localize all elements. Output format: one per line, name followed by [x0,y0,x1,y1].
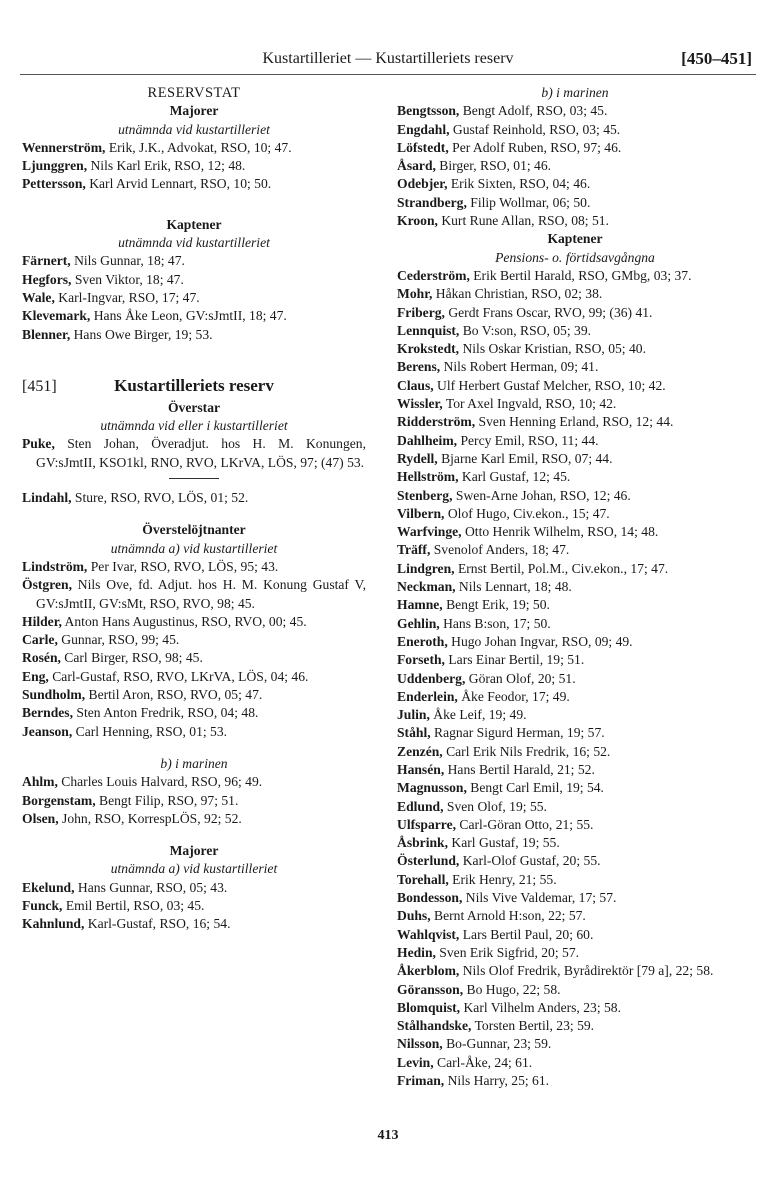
list-item [397,139,753,157]
list-item [397,175,753,193]
entry-text: Anton Hans Augustinus, RSO, RVO, 00; 45. [61,613,307,629]
entry-name: Wennerström, [22,139,106,155]
header-page-range: [450–451] [681,49,752,68]
kaptener-pension-list [397,267,753,1090]
majorer2-heading: Majorer [169,843,219,859]
entry-name: Ståhl, [397,725,431,741]
list-item [397,651,753,669]
list-item [397,743,753,761]
reservstat-heading: RESERVSTAT [147,85,241,101]
overstelojtnanter-heading: Överstelöjtnanter [142,522,246,538]
kaptener-list [22,252,366,343]
entry-name: Olsen, [22,810,59,826]
entry-text: Erik Sixten, RSO, 04; 46. [447,176,591,192]
entry-text: Carl Birger, RSO, 98; 45. [60,650,203,666]
entry-text: Karl Vilhelm Anders, 23; 58. [460,999,621,1015]
list-item [397,706,753,724]
entry-text: Carl Erik Nils Fredrik, 16; 52. [442,743,611,759]
entry-text: Ernst Bertil, Pol.M., Civ.ekon., 17; 47. [454,560,669,576]
marinen-subheading: b) i marinen [541,85,609,100]
entry-name: Nilsson, [397,1036,443,1052]
entry-name: Duhs, [397,908,431,924]
list-item [397,944,753,962]
list-item [22,897,366,915]
list-item [22,631,366,649]
entry-text: Percy Emil, RSO, 11; 44. [457,432,599,448]
entry-name: Lindahl, [22,490,72,506]
entry-text: Sture, RSO, RVO, LÖS, 01; 52. [71,490,249,506]
list-item [22,252,366,270]
list-item [397,212,753,230]
overstar-subheading: utnämnda vid eller i kustartilleriet [100,418,288,434]
entry-text: Bo-Gunnar, 23; 59. [442,1036,552,1052]
list-item [397,633,753,651]
entry-name: Levin, [397,1054,434,1070]
entry-name: Österlund, [397,853,460,869]
entry-text: Olof Hugo, Civ.ekon., 15; 47. [444,505,610,521]
overstar-heading: Överstar [167,399,221,415]
entry-name: Carle, [22,632,58,648]
entry-name: Puke, [22,436,55,452]
entry-name: Sundholm, [22,687,86,703]
list-item [397,358,753,376]
majorer2-list [22,879,366,934]
list-item [397,340,753,358]
list-item [397,596,753,614]
entry-name: Gehlin, [397,615,440,631]
entry-name: Zenzén, [397,743,443,759]
entry-text: Bjarne Karl Emil, RSO, 07; 44. [437,450,613,466]
entry-name: Dahlheim, [397,432,458,448]
entry-text: Gunnar, RSO, 99; 45. [57,632,180,648]
entry-name: Borgenstam, [22,792,96,808]
entry-name: Ulfsparre, [397,816,457,832]
entry-text: Erik, J.K., Advokat, RSO, 10; 47. [105,139,292,155]
entry-text: Erik Henry, 21; 55. [448,871,557,887]
entry-text: Erik Bertil Harald, RSO, GMbg, 03; 37. [469,267,692,283]
header-title: Kustartilleriet — Kustartilleriets reserv [262,50,514,67]
kaptener-subheading: utnämnda vid kustartilleriet [118,235,270,251]
overstelojtnanter-subheading-b: b) i marinen [160,755,228,771]
entry-text: Sven Viktor, 18; 47. [71,271,184,287]
list-item [397,670,753,688]
overstelojtnanter-list-b [22,773,366,828]
entry-text: Lars Einar Bertil, 19; 51. [444,652,585,668]
kaptener-heading: Kaptener [166,216,222,232]
entry-text: Nils Ove, fd. Adjut. hos H. M. Konung Gustaf V, GV:sJmtII, GV:sMt, RSO, RVO, 98; 45. [36,577,366,611]
list-item [397,157,753,175]
entry-name: Edlund, [397,798,444,814]
entry-name: Enderlein, [397,688,458,704]
entry-text: Gustaf Reinhold, RSO, 03; 45. [449,121,621,137]
list-item [397,487,753,505]
entry-text: Carl-Åke, 24; 61. [433,1054,533,1070]
list-item [397,468,753,486]
list-item [22,139,366,157]
list-item [397,761,753,779]
entry-name: Julin, [397,707,430,723]
entry-name: Odebjer, [397,176,448,192]
list-item [397,395,753,413]
entry-name: Ekelund, [22,879,75,895]
entry-name: Pettersson, [22,176,86,192]
entry-name: Cederström, [397,267,470,283]
entry-name: Wale, [22,289,55,305]
entry-text: Sven Henning Erland, RSO, 12; 44. [475,414,674,430]
entry-name: Neckman, [397,579,456,595]
entry-text: Bengt Erik, 19; 50. [442,597,550,613]
entry-text: Svenolof Anders, 18; 47. [430,542,570,558]
entry-name: Eng, [22,668,49,684]
list-item [397,926,753,944]
entry-name: Vilbern, [397,505,445,521]
entry-name: Kroon, [397,213,438,229]
list-item [22,307,366,325]
entry-text: Hans Owe Birger, 19; 53. [70,326,213,342]
entry-name: Åkerblom, [397,963,460,979]
list-item [397,999,753,1017]
entry-name: Stenberg, [397,487,453,503]
list-item [397,688,753,706]
list-item [397,523,753,541]
entry-name: Kahnlund, [22,916,85,932]
list-item [22,915,366,933]
page-number: 413 [377,1128,399,1143]
entry-text: Otto Henrik Wilhelm, RSO, 14; 48. [461,524,659,540]
entry-text: Sten Anton Fredrik, RSO, 04; 48. [72,705,259,721]
entry-name: Engdahl, [397,121,450,137]
separator-rule [169,478,219,479]
entry-text: Swen-Arne Johan, RSO, 12; 46. [452,487,631,503]
entry-text: Per Adolf Ruben, RSO, 97; 46. [448,139,622,155]
entry-name: Åsard, [397,158,436,174]
list-item [397,450,753,468]
list-item [397,322,753,340]
entry-text: Per Ivar, RSO, RVO, LÖS, 95; 43. [87,558,279,574]
entry-text: Bo V:son, RSO, 05; 39. [459,322,592,338]
right-column [397,84,753,1090]
entry-name: Färnert, [22,253,71,269]
list-item [22,792,366,810]
list-item [22,704,366,722]
list-item [22,613,366,631]
entry-name: Claus, [397,377,434,393]
list-item [397,1017,753,1035]
entry-text: Göran Olof, 20; 51. [465,670,576,686]
entry-name: Hellström, [397,469,459,485]
list-item [22,879,366,897]
list-item [22,773,366,791]
entry-name: Hilder, [22,613,62,629]
entry-name: Magnusson, [397,780,467,796]
entry-text: Karl Gustaf, 12; 45. [458,469,571,485]
entry-name: Blomquist, [397,999,461,1015]
list-item [22,271,366,289]
entry-text: Karl-Olof Gustaf, 20; 55. [459,853,601,869]
kaptener-pension-subheading: Pensions- o. förtidsavgångna [495,249,655,265]
entry-name: Lindström, [22,558,88,574]
entry-name: Hamne, [397,597,443,613]
list-item [22,157,366,175]
entry-name: Åsbrink, [397,835,448,851]
entry-text: Nils Lennart, 18; 48. [455,579,572,595]
entry-name: Eneroth, [397,633,448,649]
overstelojtnanter-list-a [22,558,366,741]
entry-text: Nils Robert Herman, 09; 41. [440,359,599,375]
list-item [397,1054,753,1072]
entry-text: Sven Olof, 19; 55. [443,798,547,814]
section-title: Kustartilleriets reserv [114,375,274,395]
overstelojtnanter-subheading: utnämnda a) vid kustartilleriet [110,540,278,556]
entry-name: Uddenberg, [397,670,466,686]
entry-name: Bondesson, [397,890,463,906]
entry-name: Hegfors, [22,271,72,287]
list-item [397,871,753,889]
entry-name: Strandberg, [397,194,467,210]
majorer-list [22,139,366,194]
entry-name: Berndes, [22,705,73,721]
list-item [397,541,753,559]
entry-text: Bengt Adolf, RSO, 03; 45. [459,103,608,119]
list-item [397,560,753,578]
list-item [397,1035,753,1053]
entry-name: Warfvinge, [397,524,462,540]
entry-name: Östgren, [22,577,72,593]
majorer-marinen-list [397,102,753,230]
list-item [397,816,753,834]
list-item [22,723,366,741]
entry-name: Hansén, [397,761,445,777]
left-column [22,84,366,934]
list-item [22,326,366,344]
entry-text: Emil Bertil, RSO, 03; 45. [62,897,205,913]
list-item [22,558,366,576]
section-heading [22,375,366,399]
majorer-heading: Majorer [169,103,219,119]
list-item [397,121,753,139]
entry-name: Bengtsson, [397,103,460,119]
list-item [22,175,366,193]
entry-text: Bengt Filip, RSO, 97; 51. [95,792,239,808]
entry-text: Åke Feodor, 17; 49. [457,688,570,704]
entry-text: Birger, RSO, 01; 46. [435,158,552,174]
entry-text: Hans Gunnar, RSO, 05; 43. [74,879,228,895]
entry-text: Nils Olof Fredrik, Byrådirektör [79 a], 22; 58. [459,963,714,979]
entry-text: Nils Oskar Kristian, RSO, 05; 40. [459,341,646,357]
list-item [397,505,753,523]
entry-name: Mohr, [397,286,433,302]
list-item [397,285,753,303]
list-item [397,907,753,925]
entry-text: Hugo Johan Ingvar, RSO, 09; 49. [447,633,633,649]
entry-name: Göransson, [397,981,464,997]
list-item [397,724,753,742]
entry-text: Tor Axel Ingvald, RSO, 10; 42. [442,396,617,412]
section-number: [451] [22,377,57,395]
entry-name: Rydell, [397,450,438,466]
list-item [397,981,753,999]
entry-text: John, RSO, KorrespLÖS, 92; 52. [58,810,242,826]
list-item [397,852,753,870]
entry-text: Nils Gunnar, 18; 47. [70,253,185,269]
entry-name: Friberg, [397,304,445,320]
entry-name: Lindgren, [397,560,455,576]
entry-text: Sten Johan, Överadjut. hos H. M. Konungen, GV:sJmtII, KSO1kl, RNO, RVO, LKrVA, LÖS, 97; (47) 53. [36,436,366,470]
entry-name: Forseth, [397,652,445,668]
entry-text: Åke Leif, 19; 49. [429,707,527,723]
entry-text: Hans Åke Leon, GV:sJmtII, 18; 47. [90,308,287,324]
list-item [22,435,366,472]
list-item [397,578,753,596]
entry-name: Lennquist, [397,322,460,338]
entry-text: Nils Harry, 25; 61. [444,1073,550,1089]
entry-text: Karl-Gustaf, RSO, 16; 54. [84,916,231,932]
entry-name: Hedin, [397,944,436,960]
list-item [397,615,753,633]
entry-text: Bo Hugo, 22; 58. [463,981,561,997]
entry-name: Stålhandske, [397,1018,472,1034]
entry-name: Löfstedt, [397,139,449,155]
list-item [22,576,366,613]
entry-text: Bernt Arnold H:son, 22; 57. [430,908,586,924]
list-item [397,779,753,797]
header-rule [20,74,756,75]
entry-text: Hans B:son, 17; 50. [439,615,551,631]
entry-name: Krokstedt, [397,341,460,357]
entry-text: Charles Louis Halvard, RSO, 96; 49. [57,774,263,790]
entry-text: Sven Erik Sigfrid, 20; 57. [435,944,580,960]
entry-text: Nils Karl Erik, RSO, 12; 48. [87,158,246,174]
entry-text: Carl-Gustaf, RSO, RVO, LKrVA, LÖS, 04; 46. [48,668,309,684]
entry-text: Torsten Bertil, 23; 59. [471,1018,595,1034]
list-item [397,377,753,395]
list-item [22,489,366,507]
entry-name: Wissler, [397,396,443,412]
entry-text: Gerdt Frans Oscar, RVO, 99; (36) 41. [444,304,653,320]
list-item [22,686,366,704]
running-header [20,48,756,72]
entry-text: Lars Bertil Paul, 20; 60. [459,926,594,942]
list-item [22,289,366,307]
list-item [397,194,753,212]
entry-name: Wahlqvist, [397,926,460,942]
entry-text: Carl Henning, RSO, 01; 53. [72,723,228,739]
list-item [22,810,366,828]
entry-name: Friman, [397,1073,445,1089]
entry-text: Karl Arvid Lennart, RSO, 10; 50. [85,176,272,192]
majorer2-subheading: utnämnda a) vid kustartilleriet [110,861,278,877]
entry-text: Bertil Aron, RSO, RVO, 05; 47. [85,687,263,703]
entry-text: Ragnar Sigurd Herman, 19; 57. [430,725,605,741]
list-item [397,962,753,980]
entry-text: Carl-Göran Otto, 21; 55. [456,816,594,832]
entry-text: Ulf Herbert Gustaf Melcher, RSO, 10; 42. [433,377,666,393]
list-item [397,267,753,285]
entry-name: Ahlm, [22,774,58,790]
entry-name: Ridderström, [397,414,476,430]
list-item [397,1072,753,1090]
entry-text: Håkan Christian, RSO, 02; 38. [432,286,603,302]
list-item [397,413,753,431]
entry-name: Ljunggren, [22,158,88,174]
list-item [397,304,753,322]
entry-text: Hans Bertil Harald, 21; 52. [444,761,595,777]
entry-text: Nils Vive Valdemar, 17; 57. [462,890,617,906]
list-item [397,432,753,450]
entry-name: Klevemark, [22,308,91,324]
entry-text: Kurt Rune Allan, RSO, 08; 51. [437,213,609,229]
entry-name: Berens, [397,359,441,375]
list-item [22,649,366,667]
list-item [397,102,753,120]
entry-text: Filip Wollmar, 06; 50. [466,194,591,210]
entry-name: Träff, [397,542,431,558]
list-item [397,798,753,816]
entry-text: Karl Gustaf, 19; 55. [448,835,560,851]
entry-name: Blenner, [22,326,71,342]
entry-name: Funck, [22,897,63,913]
entry-name: Jeanson, [22,723,73,739]
entry-text: Bengt Carl Emil, 19; 54. [466,780,604,796]
list-item [22,668,366,686]
entry-name: Torehall, [397,871,449,887]
majorer-subheading: utnämnda vid kustartilleriet [118,121,270,137]
list-item [397,889,753,907]
entry-name: Rosén, [22,650,61,666]
entry-text: Karl-Ingvar, RSO, 17; 47. [54,289,200,305]
list-item [397,834,753,852]
kaptener-pension-heading: Kaptener [547,231,603,247]
